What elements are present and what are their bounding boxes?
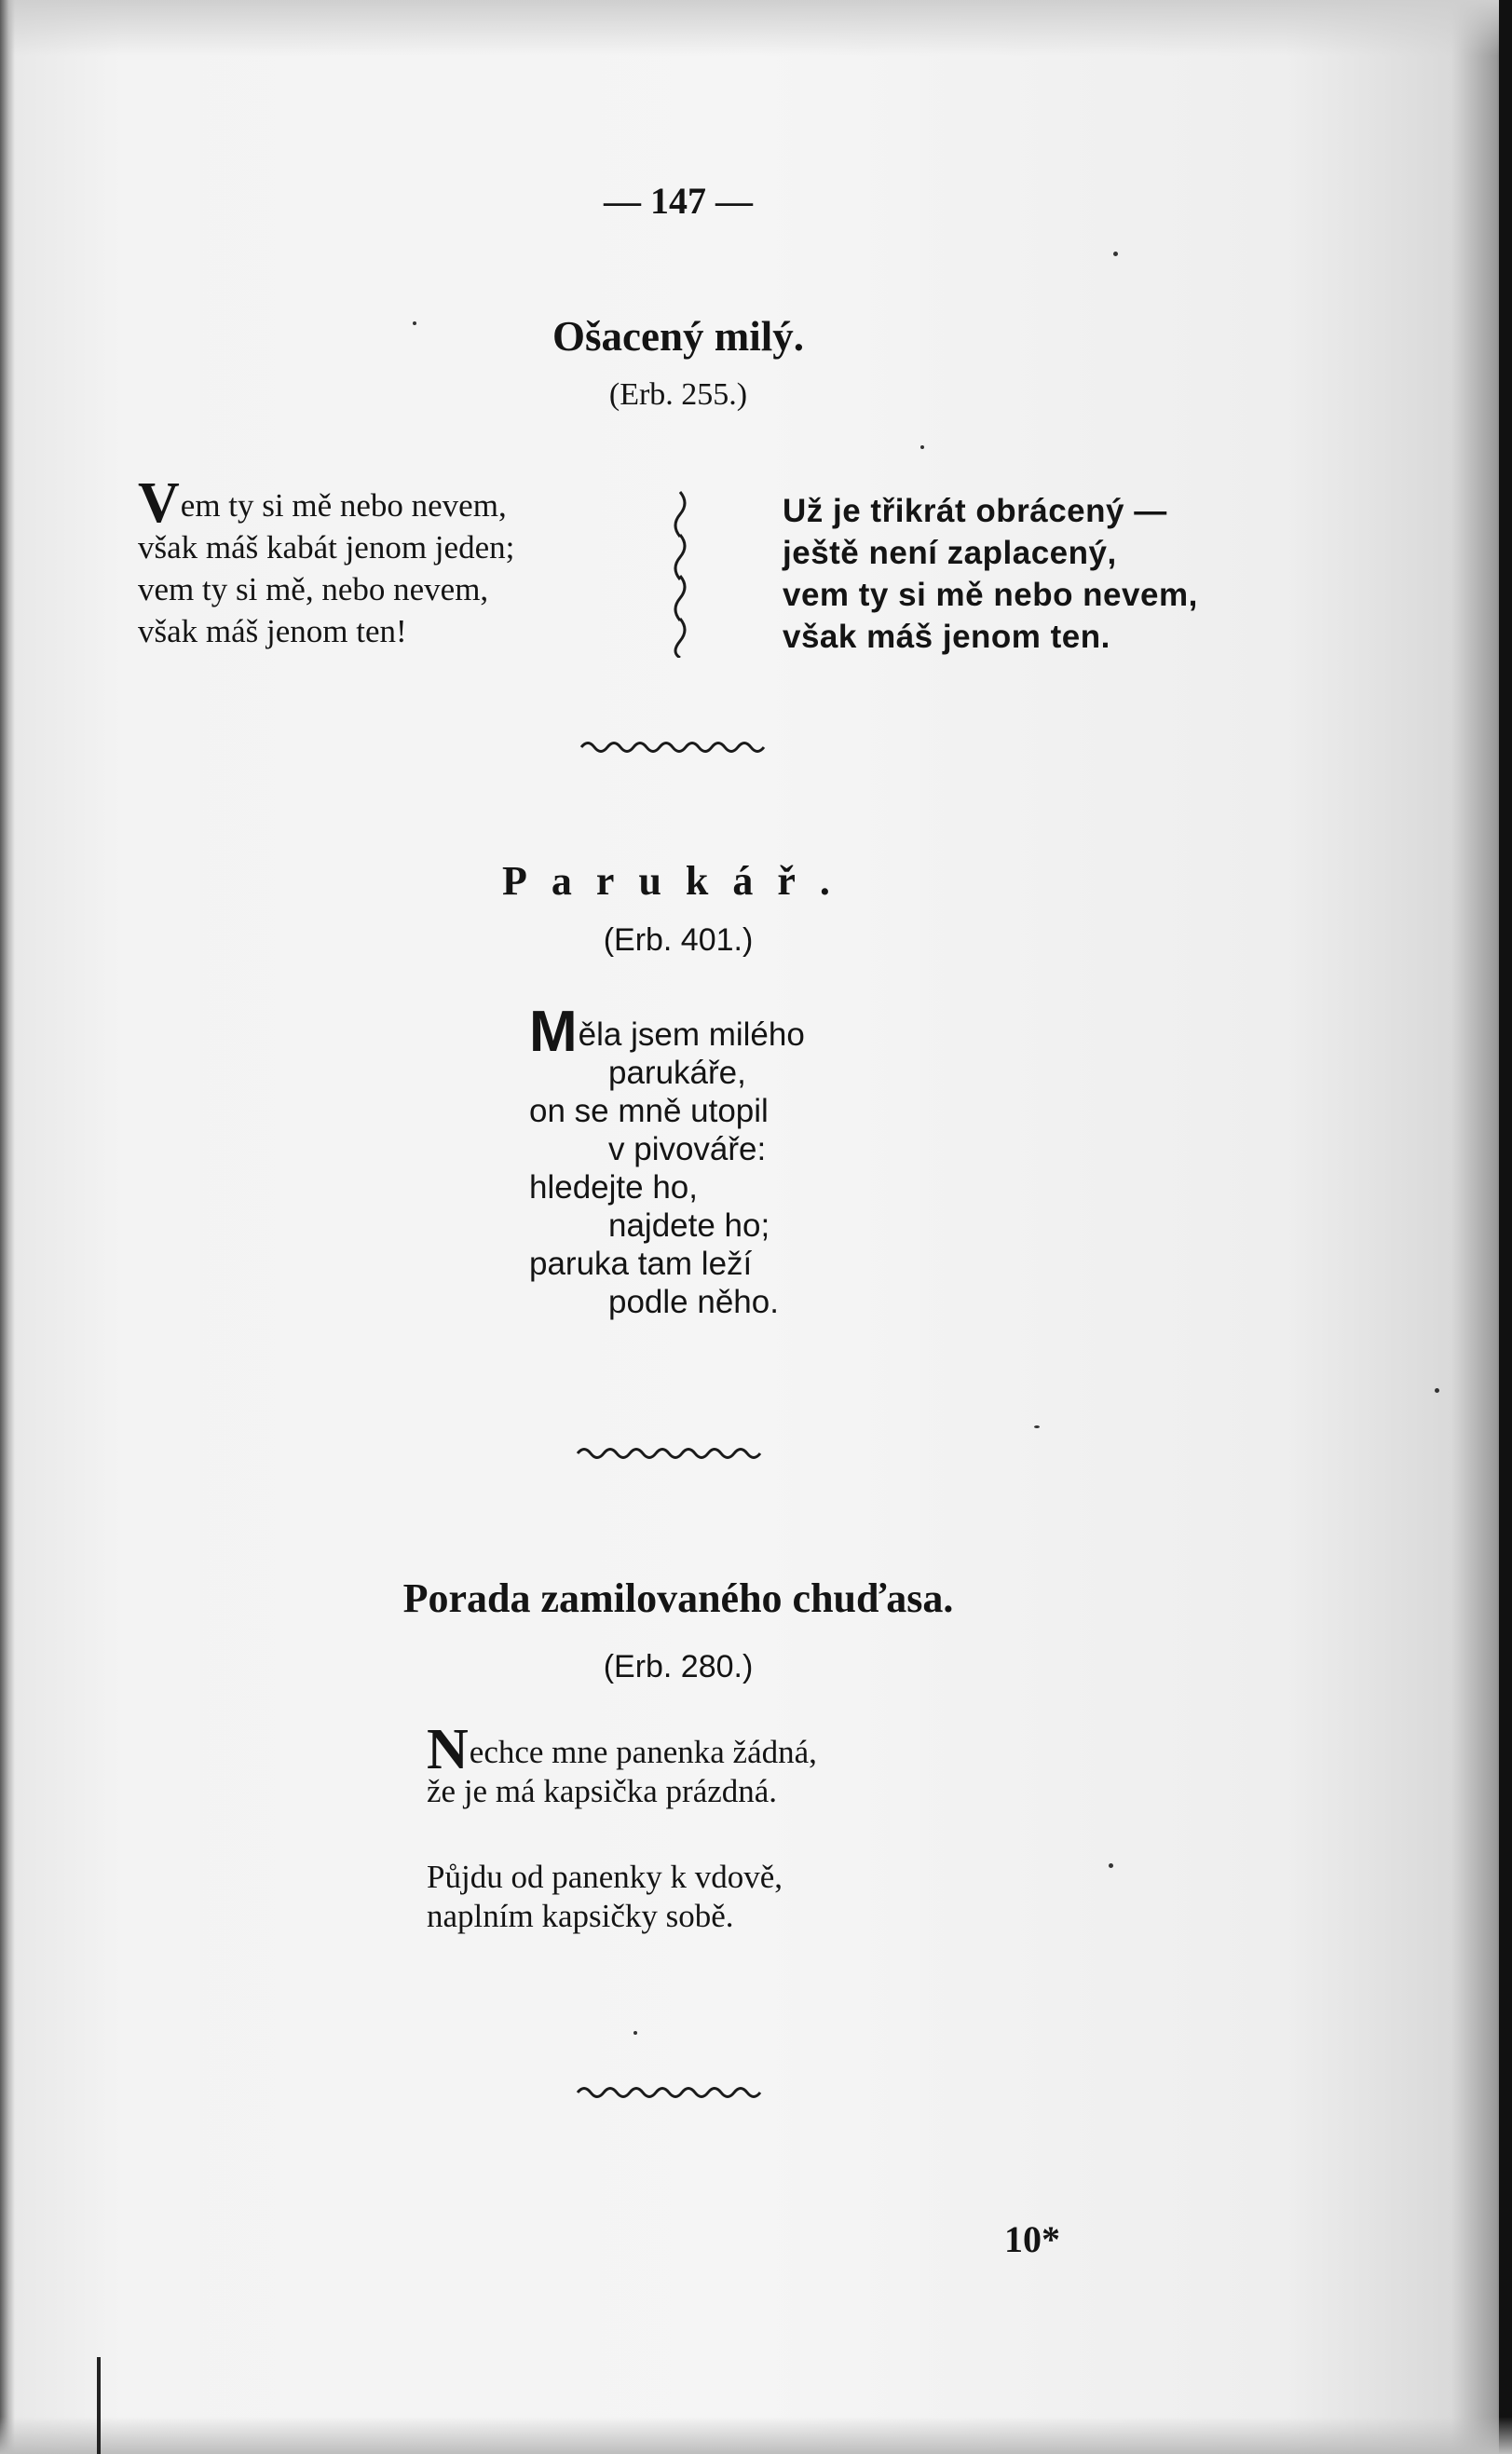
poem-line: parukáře, <box>608 1055 746 1091</box>
poem-line: Už je třikrát obrácený — <box>783 493 1167 529</box>
wavy-ornament-divider <box>579 736 775 757</box>
stanza-gap <box>427 1811 817 1858</box>
page-number: — 147 — <box>604 180 753 222</box>
poem-title-osaceny-mily: Ošacený milý. <box>552 313 804 360</box>
poem-line: najdete ho; <box>608 1207 770 1244</box>
poem-line: však máš kabát jenom jeden; <box>138 529 515 566</box>
poem-line: že je má kapsička prázdná. <box>427 1773 778 1809</box>
page-edge-bottom <box>0 2417 1512 2454</box>
binding-mark <box>97 2357 101 2454</box>
poem-line: ještě není zaplacený, <box>783 535 1117 571</box>
page-edge-left <box>0 0 15 2454</box>
poem-line: hledejte ho, <box>529 1169 698 1206</box>
poem-line: však máš jenom ten. <box>783 619 1110 655</box>
poem-source-erb-255: (Erb. 255.) <box>608 377 748 412</box>
poem-line: Nechce mne panenka žádná, <box>427 1718 817 1781</box>
wavy-ornament-divider <box>576 2081 771 2102</box>
scan-speck <box>1113 252 1118 256</box>
poem-line: paruka tam leží <box>529 1246 753 1282</box>
poem-line: Vem ty si mě nebo nevem, <box>138 471 507 535</box>
drop-cap: N <box>427 1718 469 1781</box>
poem-parukar <box>529 1000 805 1321</box>
poem-left-column <box>138 471 660 652</box>
poem-line: Měla jsem milého <box>529 1000 805 1064</box>
poem-source-erb-280: (Erb. 280.) <box>603 1649 754 1684</box>
drop-cap: V <box>138 471 180 535</box>
poem-line: Půjdu od panenky k vdově, <box>427 1859 783 1895</box>
poem-line: podle něho. <box>608 1284 779 1320</box>
poem-title-porada: Porada zamilovaného chuďasa. <box>402 1575 954 1621</box>
poem-porada <box>427 1718 817 1936</box>
poem-right-column <box>783 490 1267 658</box>
poem-line: naplním kapsičky sobě. <box>427 1898 734 1934</box>
scan-speck <box>633 2031 637 2035</box>
poem-line: on se mně utopil <box>529 1093 769 1129</box>
poem-line: vem ty si mě nebo nevem, <box>783 577 1198 613</box>
scan-speck <box>1109 1863 1113 1868</box>
scan-speck <box>1435 1388 1439 1393</box>
signature-mark: 10* <box>1004 2218 1060 2260</box>
scan-speck <box>920 445 924 449</box>
column-brace-divider <box>671 490 699 658</box>
page-edge-right <box>1499 0 1512 2454</box>
page-edge-top <box>0 0 1512 56</box>
poem-title-parukar: Parukář. <box>502 858 854 904</box>
scan-speck <box>1034 1425 1040 1428</box>
poem-line: vem ty si mě, nebo nevem, <box>138 571 489 607</box>
poem-source-erb-401: (Erb. 401.) <box>603 922 754 958</box>
scan-speck <box>413 321 416 325</box>
poem-line: v pivováře: <box>608 1131 767 1167</box>
drop-cap: M <box>529 1000 578 1064</box>
poem-line: však máš jenom ten! <box>138 613 407 649</box>
wavy-ornament-divider <box>576 1442 771 1463</box>
